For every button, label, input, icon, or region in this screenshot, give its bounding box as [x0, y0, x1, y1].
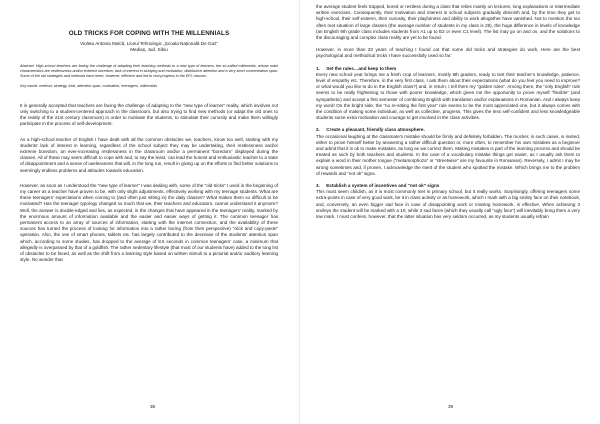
section-paragraph: This must seem childish, as it is most commonly met in primary school, but it really works. Surprisingly, offering teenagers some extra-points in case of very good work, be it in class activity or as homework, which I mark with a big smiley face on their notebook, and, conversely, an even bigger sad face in case of disappointing work or missing homework, is effective. When achieving 3 smileys the student will be marked with a 10, while 3 sad faces (which they usually call “ugly face”) will inevitably bring them a very low mark. I must confess, however, that the latter situation has very seldom occurred, as my students usually refrain [316, 189, 580, 220]
article-title: OLD TRICKS FOR COPING WITH THE MILLENNIALS [68, 30, 230, 37]
body-paragraph: However, in more than 20 years of teaching I found out that some old tricks and strategies do work. Here are the best psychological and methodical tricks I have successfully used so far: [316, 47, 580, 59]
section-heading: 2. Create a pleasant, friendly class atmosphere. [316, 127, 425, 133]
right-page [300, 0, 600, 424]
page-number: 39 [448, 404, 454, 409]
body-paragraph: It is generally accepted that teachers are facing the challenge of adapting to the “new type of learner” reality, which involves not only switching to a student-centered approach in the classroom, but also trying to find new methods (or adapt the old ones to the reality of the 21st century classroom) in order to motivate the students, to stimulate their curiosity and make them willingly participate in the process of self-development. [20, 102, 278, 127]
keywords: Key words: method, strategy, trick, attention span, motivation, teenagers, millennials [20, 83, 158, 88]
abstract: Abstract: High-school teachers are facing the challenge of adapting their teaching methods to a new type of learners, the so-called millennials, whose main characteristics are restlessness and/or extreme boredom, lack of interest in studying and motivation, distributive attention and a very short concentration span. Some of the old strategies and methods have been, however, effective and led to real progress in the EFL classes. [20, 64, 278, 79]
body-paragraph: the average student feels trapped, bored or restless during a class that relies mainly on lectures, long explanations or intermediate written exercises. Consequently, their motivation and interest in school subjects gradually diminish and, by the time they get to high-school, their self-esteem, their curiosity, their playfulness and ability to work altogether have vanished. Not to mention the too often met situation of large classes (the average number of students in my class is 28), the huge difference in levels of knowledge (an English 9th grade class includes students from A1 up to B2 or even C1 level). The list may go on and on, and the solutions to the discouraging and complex class reality are yet to be found. [316, 4, 580, 41]
author-location: Mediaș, Jud. Sibiu [130, 47, 168, 52]
author-line: Violeta Antonia Mulcă, Liceul Tehnologic „Școala Națională De Gaz” [80, 41, 218, 46]
section-paragraph: Every new school year brings me a fresh crop of learners, mostly 9th graders, ready to test their teacher’s knowledge, patience, level of empathy etc. Therefore, in the very first class, I ask them about their expectations (what do you feel you need to improve? or what would you like to do in the English class?) and, in return, I tell them my “golden rules”. Among them, the “only English” rule seems to be really frightening to those with poorer knowledge, which gives me the opportunity to prove myself “flexible” (and sympathetic) and accept a first semester of combining English with translation and/or explanations in Romanian. And I always keep my word! On the bright side, the “no re-sitting the first year” rule seems to be the most appreciated one, but it always comes with the condition of making some individual, as well as collective, progress. This gives the less self-confident and less knowledgeable students some extra motivation and courage to get involved in the class activities. [316, 71, 580, 121]
section-paragraph: The occasional laughing at the classmate’s mistake should be firmly and definitely forbidden. The mocker, in such cases, is invited, either to prove himself better by answering a rather difficult question or, more often, to remember his own mistakes as a beginner and admit that it is ok to make mistakes, as long as we correct them. Making mistakes is part of the learning process and should be treated as such by both teachers and students. In the case of a vocabulary mistake things get easier, as I usually ask them to explain a word in their mother tongue (“metamorphoza” or “streetwise” are my favourite in Romanian). Reversely, I admit I may be wrong sometimes and, if proven, I acknowledge the merit of the student who spotted the mistake. Which brings me to the problem of rewards and “not ok” signs. [316, 133, 580, 176]
section-heading: 3. Establish a system of incentives and “not ok” signs [316, 183, 440, 189]
page-number: 38 [150, 404, 156, 409]
section-heading: 1. Set the rules…and keep to them [316, 65, 397, 71]
body-paragraph: However, as soon as I understood the “new type of learner” I was dealing with, some of the “old tricks” I used in the beginning of my career as a teacher have proven to be, with only slight adjustments, effectively working with my teenage students. What are these teenagers’ expectations when coming to (and often just sitting in) the daily classes? What makes them so difficult to be motivated? Has the teenager typology changed so much that we, their teachers and educators, cannot understand it anymore? Well, the answer is double-edged and lies, as expected, in the changes that have appeared in the teenagers’ reality, marked by the enormous amount of information available and the easier and easier ways of getting it. The common teenager has permanent access to an array of sources of information, starting with the internet connection, and the availability of these sources has turned the process of looking for information into a rather boring (from their perspective) “click and copy-paste” operation. Also, the use of smart phones, tablets etc. has largely contributed to the decrease of the students’ attention span which, according to some studies, has dropped to the average of 8.5 seconds in common teenagers’ case, a minimum that allegedly is overpassed by that of a goldfish. The rather sedentary lifestyle (that most of our students have) added to the long list of obstacles to be faced, as well as the shift from a learning style based on written stimuli to a pictorial and/or auditory learning style. No wonder that [20, 182, 278, 263]
body-paragraph: As a high-school teacher of English I have dealt with all the common obstacles we, teachers, know too well, starting with my students’ lack of interest in learning, regardless of the school subject they may be undertaking, their restlessness and/or extreme boredom, an ever-increasing restlessness in the classroom and/or a permanent “boredom” displayed during the classes. All of these may seem difficult to cope with and, to say the least, can lead the honest and enthusiastic teacher to a state of disappointment and a sense of uselessness that will, in the long run, result in giving up on the efforts to find better solutions to seemingly endless problems and attitudes towards education. [20, 136, 278, 173]
